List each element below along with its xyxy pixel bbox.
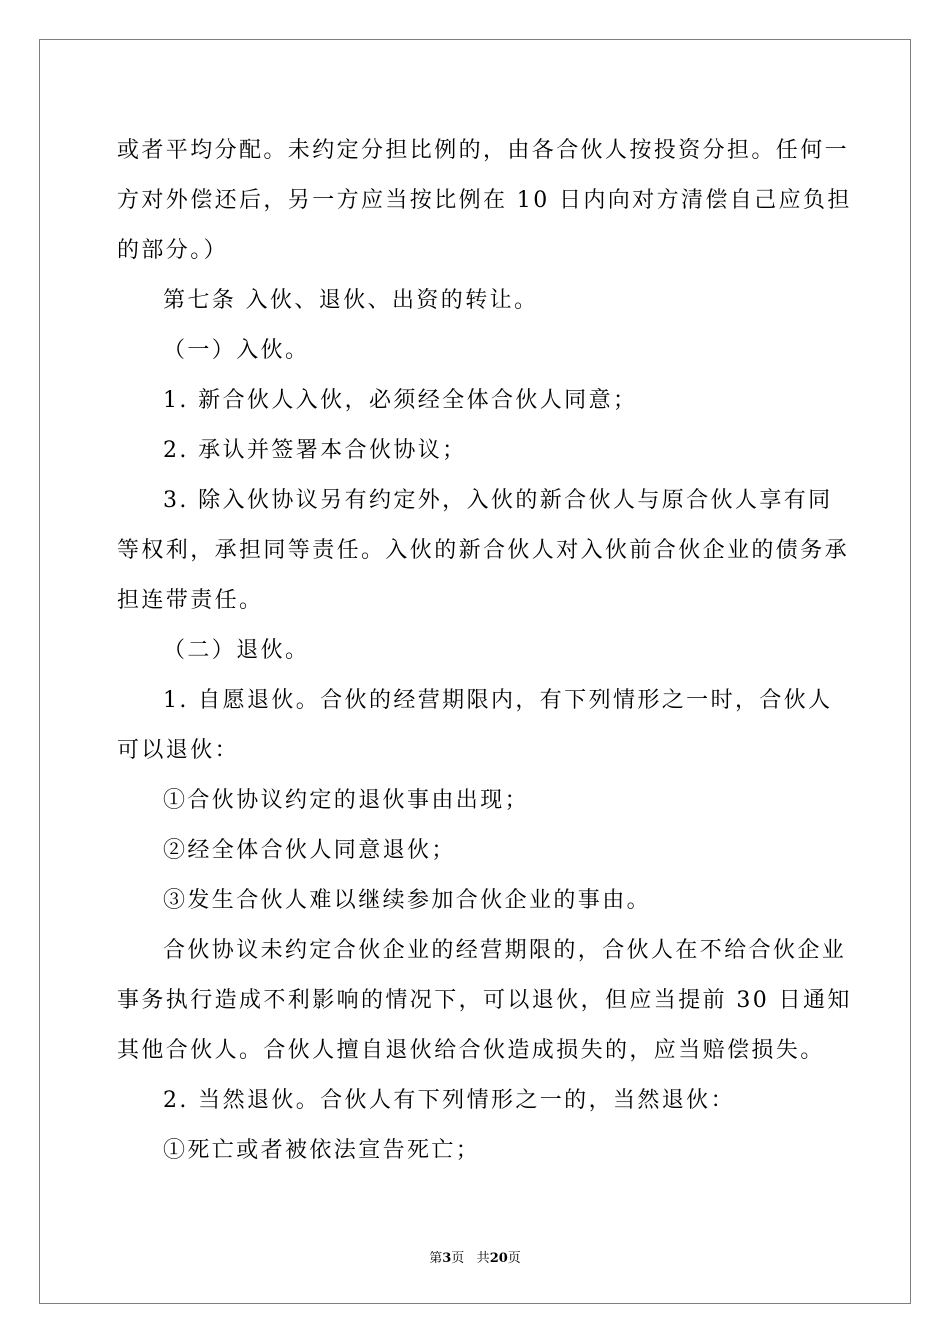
section-heading: 第七条 入伙、退伙、出资的转让。 [163, 288, 539, 313]
text-line: ②经全体合伙人同意退伙； [163, 838, 456, 863]
text-line: 等权利，承担同等责任。入伙的新合伙人对入伙前合伙企业的债务承 [117, 538, 850, 563]
text-line: 担连带责任。 [117, 588, 264, 613]
text-line: 的部分。） [117, 238, 229, 263]
footer-total-suffix: 页 [507, 1251, 521, 1266]
text-line: 3. 除入伙协议另有约定外，入伙的新合伙人与原合伙人享有同 [163, 488, 833, 513]
footer-total-prefix: 共 [476, 1251, 490, 1266]
text-line: 2. 当然退伙。合伙人有下列情形之一的，当然退伙： [163, 1088, 735, 1113]
text-line: 2. 承认并签署本合伙协议； [163, 438, 467, 463]
text-line: 1. 新合伙人入伙，必须经全体合伙人同意； [163, 388, 638, 413]
text-line: 或者平均分配。未约定分担比例的，由各合伙人按投资分担。任何一 [117, 138, 850, 163]
text-line: 方对外偿还后，另一方应当按比例在 10 日内向对方清偿自己应负担 [117, 188, 852, 213]
text-line: 1. 自愿退伙。合伙的经营期限内，有下列情形之一时，合伙人 [163, 688, 833, 713]
page-number: 3 [442, 1251, 452, 1266]
text-line: 可以退伙： [117, 738, 240, 763]
footer-page-suffix: 页 [451, 1251, 465, 1266]
footer-prefix: 第 [429, 1251, 443, 1266]
text-line: ③发生合伙人难以继续参加合伙企业的事由。 [163, 888, 652, 913]
subsection-heading: （二）退伙。 [163, 638, 310, 663]
document-body [117, 126, 852, 1176]
text-line: 其他合伙人。合伙人擅自退伙给合伙造成损失的，应当赔偿损失。 [117, 1038, 825, 1063]
page-footer [0, 1247, 950, 1266]
text-line: 合伙协议未约定合伙企业的经营期限的，合伙人在不给合伙企业 [163, 938, 847, 963]
text-line: ①合伙协议约定的退伙事由出现； [163, 788, 530, 813]
page-total: 20 [489, 1251, 508, 1266]
subsection-heading: （一）入伙。 [163, 338, 310, 363]
text-line: 事务执行造成不利影响的情况下，可以退伙，但应当提前 30 日通知 [117, 988, 852, 1013]
text-line: ①死亡或者被依法宣告死亡； [163, 1138, 481, 1163]
